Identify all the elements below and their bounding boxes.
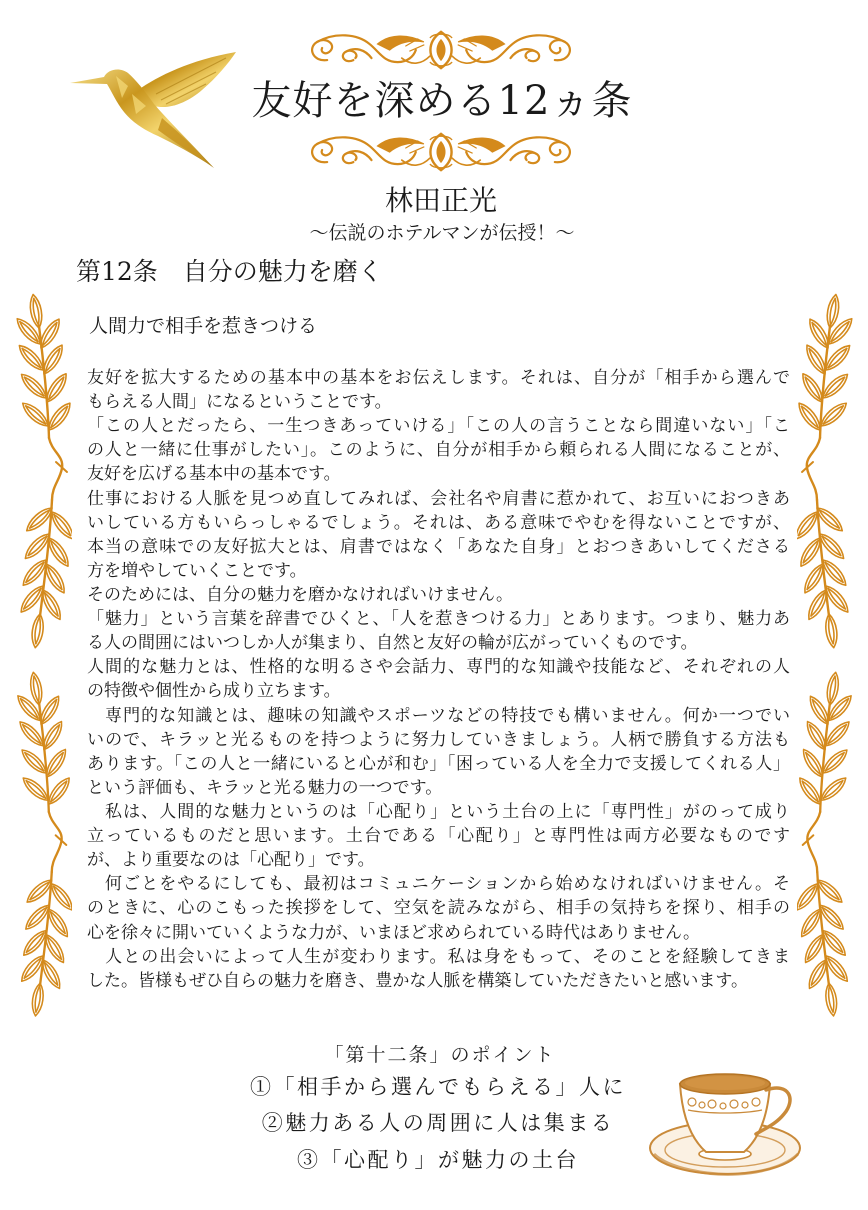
body-line: が、より重要なのは「心配り」です。 bbox=[87, 850, 375, 871]
body-line: 人間的な魅力とは、性格的な明るさや会話力、専門的な知識や技能など、それぞれの人 bbox=[87, 657, 790, 678]
body-line: 私は、人間的な魅力というのは「心配り」という土台の上に「専門性」がのって成り bbox=[87, 801, 790, 822]
body-line: 仕事における人脈を見つめ直してみれば、会社名や肩書に惹かれて、お互いにおつきあ bbox=[87, 488, 790, 509]
body-line: 立っているものだと思います。土台である「心配り」と専門性は両方必要なものです bbox=[87, 826, 790, 847]
body-line: のときに、心のこもった挨拶をして、空気を読みながら、相手の気持ちを探り、相手の bbox=[87, 898, 790, 919]
tagline: ～伝説のホテルマンが伝授！～ bbox=[309, 222, 575, 244]
body-line: の特徴や個性から成り立ちます。 bbox=[87, 681, 341, 702]
body-line: 何ごとをやるにしても、最初はコミュニケーションから始めなければいけません。そ bbox=[87, 874, 790, 895]
ornament-top-icon bbox=[305, 29, 577, 71]
vine-right-bottom-icon bbox=[797, 664, 857, 1024]
point-item-2: ②魅力ある人の周囲に人は集まる bbox=[261, 1111, 615, 1135]
points-title: 「第十二条」のポイント bbox=[324, 1044, 556, 1066]
article-body bbox=[87, 366, 790, 993]
point-item-1: ①「相手から選んでもらえる」人に bbox=[250, 1075, 626, 1099]
author-name: 林田正光 bbox=[384, 184, 497, 217]
point-item-3: ③「心配り」が魅力の土台 bbox=[297, 1148, 579, 1172]
body-line: 友好を広げる基本中の基本です。 bbox=[87, 464, 341, 485]
body-line: の人と一緒に仕事がしたい」。このように、自分が相手から頼られる人間になることが、 bbox=[87, 440, 790, 461]
body-line: いので、キラッと光るものを持つように努力していきましょう。人柄で勝負する方法も bbox=[87, 729, 790, 750]
body-line: もらえる人間」になるということです。 bbox=[87, 392, 392, 413]
body-line: した。皆様もぜひ自らの魅力を磨き、豊かな人脈を構築していただきたいと感います。 bbox=[87, 970, 748, 991]
teacup-icon bbox=[648, 1068, 808, 1180]
body-line: 友好を拡大するための基本中の基本をお伝えします。それは、自分が「相手から選んで bbox=[87, 368, 790, 388]
vine-left-top-icon bbox=[12, 286, 72, 656]
vine-left-bottom-icon bbox=[12, 664, 72, 1024]
vine-right-top-icon bbox=[797, 286, 857, 656]
body-line: 専門的な知識とは、趣味の知識やスポーツなどの特技でも構いません。何か一つでい bbox=[87, 705, 790, 726]
body-line: 人との出会いによって人生が変わります。私は身をもって、そのことを経験してきま bbox=[87, 946, 790, 967]
article-heading: 第12条 自分の魅力を磨く bbox=[76, 257, 383, 286]
page-title: 友好を深める12ヵ条 bbox=[251, 78, 633, 124]
body-line: る人の間囲にはいつしか人が集まり、自然と友好の輪が広がっていくものです。 bbox=[87, 633, 698, 654]
body-line: 「魅力」という言葉を辞書でひくと、「人を惹きつける力」とあります。つまり、魅力あ bbox=[87, 609, 790, 630]
body-line: 「この人とだったら、一生つきあっていける」「この人の言うことなら間違いない」「こ bbox=[87, 416, 791, 437]
ornament-bottom-icon bbox=[305, 131, 577, 173]
body-line: 本当の意味での友好拡大とは、肩書ではなく「あなた自身」とおつきあいしてくださる bbox=[87, 536, 790, 557]
body-line: 方を増やしていくことです。 bbox=[87, 560, 307, 581]
body-line: あります。「この人と一緒にいると心が和む」「困っている人を全力で支援してくれる人」 bbox=[87, 753, 790, 774]
article-subheading: 人間力で相手を惹きつける bbox=[89, 315, 318, 337]
body-line: そのためには、自分の魅力を磨かなければいけません。 bbox=[87, 584, 514, 605]
body-line: いしている方もいらっしゃるでしょう。それは、ある意味でやむを得ないことですが、 bbox=[87, 512, 790, 533]
body-line: 心を徐々に開いていくような力が、いまほど求められている時代はありません。 bbox=[87, 922, 701, 943]
body-line: という評価も、キラッと光る魅力の一つです。 bbox=[87, 777, 443, 798]
